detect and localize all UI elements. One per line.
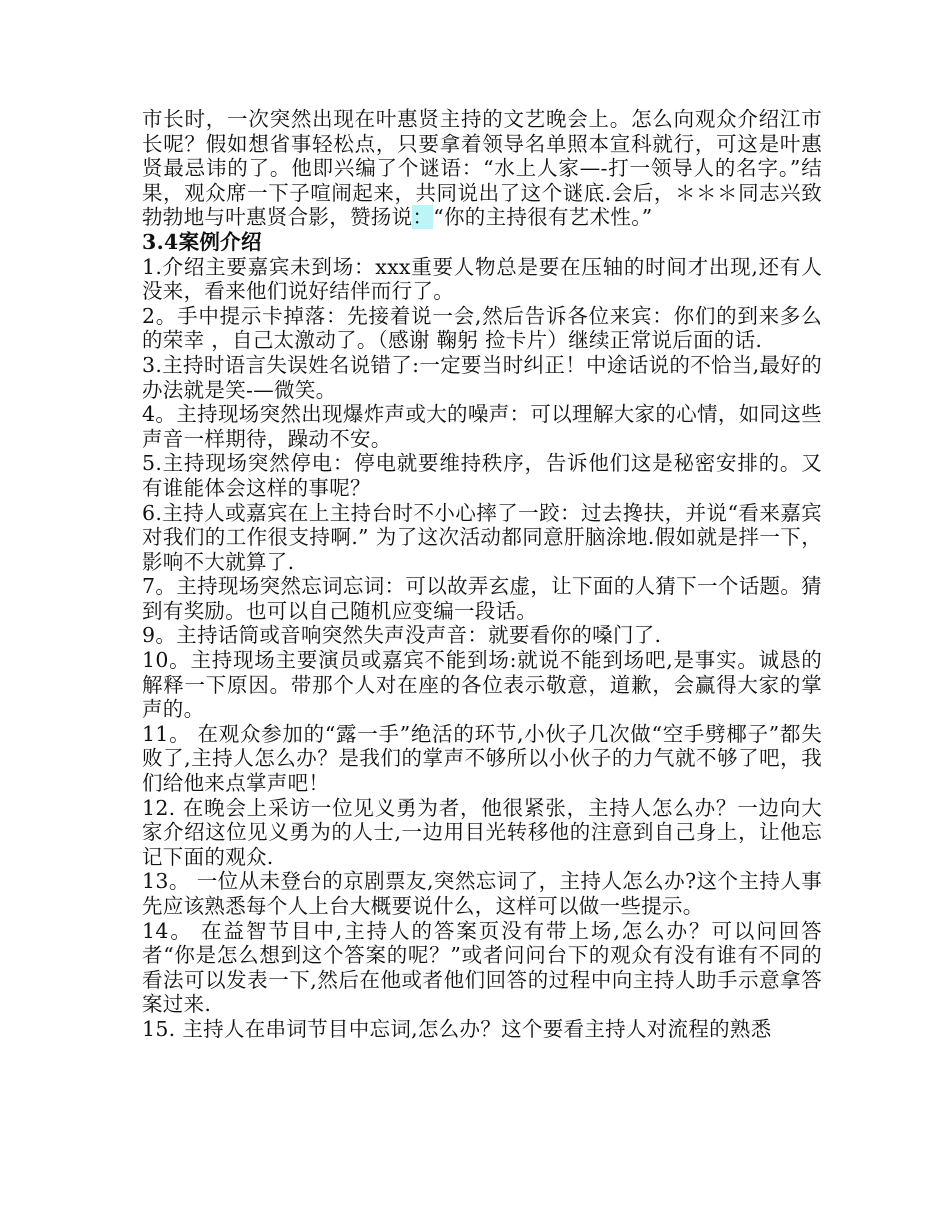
case-item: 12. 在晚会上采访一位见义勇为者，他很紧张，主持人怎么办？一边向大家介绍这位见义勇为的人士,一边用目光转移他的注意到自己身上，让他忘记下面的观众. xyxy=(142,795,822,869)
intro-paragraph xyxy=(142,107,822,230)
case-item: 11。 在观众参加的“露一手”绝活的环节,小伙子几次做“空手劈椰子”都失败了,主持人怎么办？是我们的掌声不够所以小伙子的力气就不够了吧，我们给他来点掌声吧！ xyxy=(142,721,822,796)
case-item: 9。主持话筒或音响突然失声没声音：就要看你的嗓门了. xyxy=(142,623,662,648)
case-item: 3.主持时语言失误姓名说错了:一定要当时纠正！中途话说的不恰当,最好的办法就是笑-—微笑。 xyxy=(142,352,822,402)
case-item: 14。 在益智节目中,主持人的答案页没有带上场,怎么办？可以问回答者“你是怎么想到这个答案的呢？”或者问问台下的观众有没有谁有不同的看法可以发表一下,然后在他或者他们回答的过程中向主持人助手示意拿答案过来. xyxy=(142,918,822,1017)
case-item: 6.主持人或嘉宾在上主持台时不小心摔了一跤：过去搀扶，并说“看来嘉宾对我们的工作很支持啊.” 为了这次活动都同意肝脑涂地.假如就是拌一下，影响不大就算了. xyxy=(142,500,822,574)
case-item: 1.介绍主要嘉宾未到场：xxx重要人物总是要在压轴的时间才出现,还有人没来，看来他们说好结伴而行了。 xyxy=(142,254,822,304)
case-item: 7。主持现场突然忘词忘词：可以故弄玄虚，让下面的人猜下一个话题。猜到有奖励。也可以自己随机应变编一段话。 xyxy=(142,574,822,623)
intro-quote: “你的主持很有艺术性。” xyxy=(433,205,653,230)
case-item: 15. 主持人在串词节目中忘词,怎么办？这个要看主持人对流程的熟悉 xyxy=(142,1016,772,1041)
highlighted-colon: ： xyxy=(412,205,434,230)
intro-text: 市长时，一次突然出现在叶惠贤主持的文艺晚会上。怎么向观众介绍江市长呢？假如想省事轻松点，只要拿着领导名单照本宣科就行，可这是叶惠贤最忌讳的了。他即兴编了个谜语：“水上人家—-打一领导人的名字。”结果，观众席一下子喧闹起来，共同说出了这个谜底.会后，＊＊＊同志兴致勃勃地与叶惠贤合影，赞扬说 xyxy=(142,107,822,230)
section-heading: 3.4案例介绍 xyxy=(142,229,262,254)
case-item: 2。手中提示卡掉落：先接着说一会,然后告诉各位来宾：你们的到来多么的荣幸 ，自己太激动了。（感谢 鞠躬 捡卡片）继续正常说后面的话. xyxy=(142,303,822,353)
case-item: 10。主持现场主要演员或嘉宾不能到场:就说不能到场吧,是事实。诚恳的解释一下原因。带那个人对在座的各位表示敬意，道歉，会赢得大家的掌声的。 xyxy=(142,648,822,722)
case-item: 13。 一位从未登台的京剧票友,突然忘词了，主持人怎么办?这个主持人事先应该熟悉每个人上台大概要说什么，这样可以做一些提示。 xyxy=(142,869,822,918)
case-item: 4。主持现场突然出现爆炸声或大的噪声：可以理解大家的心情，如同这些声音一样期待，躁动不安。 xyxy=(142,402,822,451)
case-item: 5.主持现场突然停电：停电就要维持秩序，告诉他们这是秘密安排的。又有谁能体会这样的事呢？ xyxy=(142,451,822,500)
document-page xyxy=(142,107,822,1042)
